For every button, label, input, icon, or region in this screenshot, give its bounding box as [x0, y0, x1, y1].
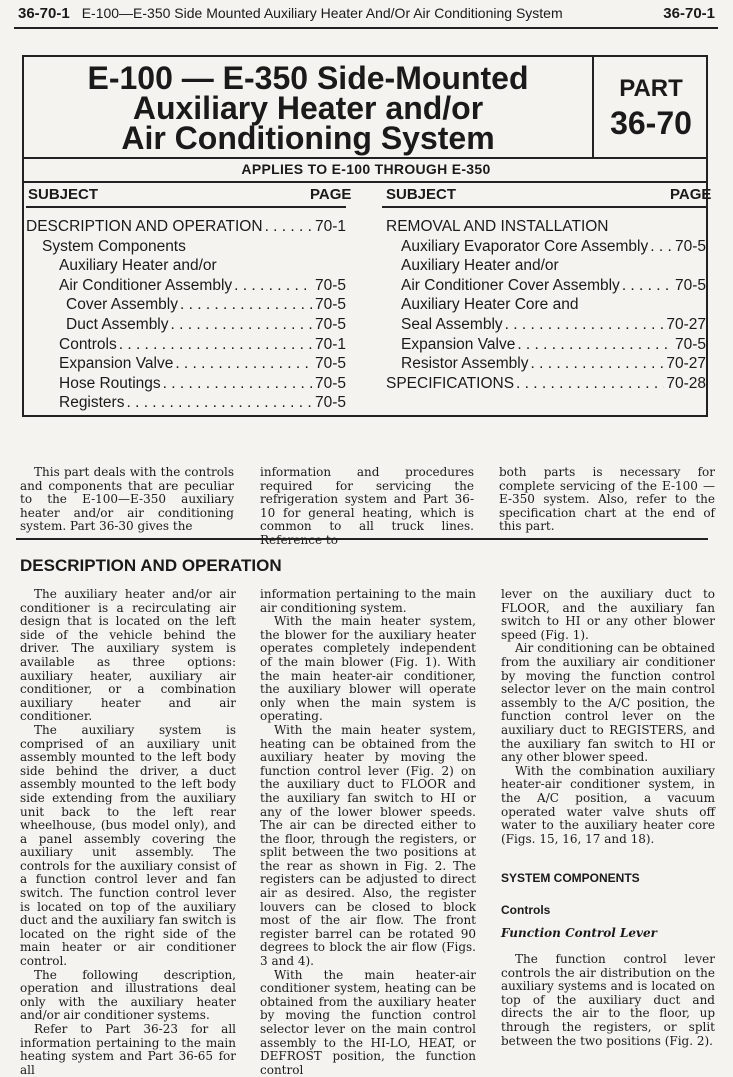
toc-entry-page: 70-28: [666, 374, 706, 392]
body-paragraph: The auxiliary system is comprised of an auxiliary unit assembly mounted to the left body side behind the driver, a duct assembly mounted to the left body side extending from the auxiliary unit back to the left rear wheelhouse, (bus model only), and a panel assembly covering the auxiliary unit assembly. The controls for the auxiliary consist of a function control lever and fan switch. The function control lever is located on top of the auxiliary duct and the auxiliary fan switch is located on the right side of the main heater or air conditioner control.: [20, 722, 236, 969]
body-paragraph: With the main heater system, the blower for the auxiliary heater operates completely independent of the main blower (Fig. 1). With the main heater-air conditioner, the auxiliary blower will operate only when the main system is operating.: [260, 614, 476, 724]
toc-leader: [234, 276, 313, 296]
toc-entry-label: Air Conditioner Cover Assembly: [401, 276, 620, 294]
toc-entry-page: 70-5: [674, 335, 706, 353]
toc-rule-left: [26, 206, 346, 208]
toc-entry-label: Auxiliary Heater and/or: [59, 257, 217, 275]
toc-entry-label: REMOVAL AND INSTALLATION: [386, 218, 609, 235]
toc-entry: [386, 315, 706, 335]
body-paragraph: The following description, operation and illustrations deal only with the auxiliary heater and/or air conditioner systems.: [20, 967, 236, 1023]
toc-leader: [180, 295, 313, 315]
subject-label-right: SUBJECT: [386, 186, 457, 203]
toc-entry: [26, 217, 346, 237]
toc-leader: [517, 335, 673, 355]
toc-right: [386, 217, 706, 393]
intro-col-3: [499, 466, 715, 534]
page-label-right: PAGE: [670, 186, 712, 203]
title-line-2: Auxiliary Heater and/or: [132, 90, 484, 126]
intro-col-1: [20, 466, 234, 534]
body-paragraph: The function control lever controls the air distribution on the auxiliary systems and is located on top of the auxiliary duct and directs the air to the floor, up through the registers, or split between the two positions (Fig. 2).: [501, 952, 715, 1048]
toc-entry: [26, 354, 346, 374]
section-heading: DESCRIPTION AND OPERATION: [20, 556, 282, 575]
body-col-1: [20, 588, 236, 1077]
toc-entry-page: 70-1: [314, 218, 346, 235]
toc-leader: [516, 374, 664, 394]
toc-entry: [26, 335, 346, 355]
toc-rule-right: [382, 206, 706, 208]
toc-leader: [530, 354, 664, 374]
title-line-3: Air Conditioning System: [121, 120, 495, 156]
toc-leader: [163, 374, 313, 394]
toc-leader: [265, 217, 313, 237]
toc-entry-label: Auxiliary Heater and/or: [401, 257, 559, 275]
toc-entry: [386, 374, 706, 394]
toc-entry: [386, 237, 706, 257]
toc-entry-label: Auxiliary Evaporator Core Assembly: [401, 237, 649, 255]
toc-entry-label: SPECIFICATIONS: [386, 374, 515, 392]
toc-entry-label: Cover Assembly: [66, 296, 178, 314]
title-divider: [24, 157, 708, 159]
intro-col-2: [260, 466, 474, 548]
toc-leader: [171, 315, 313, 335]
toc-entry-label: Auxiliary Heater Core and: [401, 296, 579, 314]
toc-entry-label: Duct Assembly: [66, 315, 169, 333]
toc-entry: [26, 256, 346, 276]
toc-entry: [26, 237, 346, 257]
intro-text-2: information and procedures required for servicing the refrigeration system and Part 36-10 for general heating, which is common to all truck lines.: [260, 465, 474, 534]
toc-entry-label: Expansion Valve: [401, 335, 516, 353]
subject-label-left: SUBJECT: [28, 186, 99, 203]
toc-entry-label: Hose Routings: [59, 374, 161, 392]
toc-entry-page: 70-5: [314, 315, 346, 333]
toc-entry: [386, 354, 706, 374]
toc-leader: [119, 335, 313, 355]
toc-entry-page: 70-5: [314, 394, 346, 412]
page-number-right: 36-70-1: [663, 4, 715, 22]
toc-entry-label: Registers: [59, 394, 125, 412]
page-label-left: PAGE: [310, 186, 352, 203]
title-line-1: E-100 — E-350 Side-Mounted: [87, 60, 529, 96]
toc-entry: [386, 335, 706, 355]
body-paragraph: The auxiliary heater and/or air conditioner is a recirculating air design that is located on the left side of the vehicle behind the driver. The auxiliary system is available as three options: auxiliary heater, auxiliary air conditioner, or a combination auxiliary heater and air conditioner.: [20, 587, 236, 724]
body-paragraph: lever on the auxiliary duct to FLOOR, and the auxiliary fan switch to HI or any other blower speed (Fig. 1).: [501, 587, 715, 642]
toc-leader: [650, 237, 673, 257]
section-rule: [16, 538, 708, 540]
running-title: E-100—E-350 Side Mounted Auxiliary Heater And/Or Air Conditioning System: [81, 5, 563, 21]
body-paragraph: With the main heater system, heating can be obtained from the auxiliary heater by moving the function control lever (Fig. 2) on the auxiliary duct to FLOOR and the auxiliary fan switch to HI or any of the lower blower speeds. The air can be directed either to the floor, through the registers, or split between the two positions at the rear as shown in Fig. 2. The registers can be adjusted to direct air as desired. Also, the register louvers can be closed to block most of the air flow. The front register barrel can be rotated 90 degrees to block the air flow (Figs. 3 and 4).: [260, 722, 476, 969]
toc-entry-page: 70-5: [314, 355, 346, 373]
toc-entry: [386, 276, 706, 296]
applies-divider: [24, 181, 708, 183]
toc-entry: [26, 393, 346, 413]
toc-entry: [386, 217, 706, 237]
header-rule: [14, 27, 718, 29]
toc-entry-label: Expansion Valve: [59, 355, 174, 373]
toc-entry-label: Resistor Assembly: [401, 355, 529, 373]
toc-entry: [26, 276, 346, 296]
toc-entry-page: 70-27: [666, 315, 706, 333]
toc-leader: [126, 393, 313, 413]
toc-entry-page: 70-5: [674, 237, 706, 255]
body-paragraph: Air conditioning can be obtained from the auxiliary air conditioner by moving the function control selector lever on the main control assembly to the A/C position, the function control lever on the auxiliary duct to REGISTERS, and the auxiliary fan switch to HI or any other blower speed.: [501, 641, 715, 765]
body-paragraph: With the combination auxiliary heater-air conditioner system, in the A/C position, a vacuum operated water valve shuts off water to the auxiliary heater core (Figs. 15, 16, 17 and 18).: [501, 763, 715, 846]
body-col-3: [501, 588, 715, 1048]
toc-entry: [386, 295, 706, 315]
system-components-heading: SYSTEM COMPONENTS: [501, 871, 640, 886]
intro-text-1: This part deals with the controls and components that are peculiar to the E-100—E-350 auxiliary heater and/or air conditioning system. Part 36-30 gives the: [20, 465, 234, 534]
title-box: [22, 55, 712, 417]
toc-entry: [26, 374, 346, 394]
toc-entry-page: 70-5: [314, 296, 346, 314]
toc-entry-page: 70-1: [314, 335, 346, 353]
body-paragraph: information pertaining to the main air conditioning system.: [260, 587, 476, 615]
toc-entry: [26, 315, 346, 335]
applies-line: APPLIES TO E-100 THROUGH E-350: [241, 161, 491, 177]
running-header: [18, 2, 715, 24]
toc-entry-label: DESCRIPTION AND OPERATION: [26, 218, 263, 235]
controls-heading: Controls: [501, 902, 551, 917]
body-paragraph: With the main heater-air conditioner system, heating can be obtained from the auxiliary heater by moving the function control selector lever on the main control assembly to the HI-LO, HEAT, or DEFROST position, the function control: [260, 967, 476, 1077]
function-lever-heading: Function Control Lever: [501, 926, 657, 941]
body-paragraph: Refer to Part 36-23 for all information pertaining to the main heating system and Part 36-65 for all: [20, 1022, 236, 1077]
toc-entry-page: 70-5: [314, 374, 346, 392]
toc-leader: [505, 315, 665, 335]
part-number: 36-70: [610, 105, 692, 141]
intro-text-3: both parts is necessary for complete servicing of the E-100 — E-350 system. Also, refer to the specification chart at the end of this part.: [499, 465, 715, 534]
toc-entry: [26, 295, 346, 315]
part-box: [594, 57, 708, 157]
body-col-2: [260, 588, 476, 1077]
toc-entry: [386, 256, 706, 276]
toc-entry-label: Air Conditioner Assembly: [59, 276, 233, 294]
page-number-left: 36-70-1: [18, 4, 70, 22]
toc-leader: [175, 354, 313, 374]
part-label: PART: [619, 75, 683, 102]
toc-entry-label: Seal Assembly: [401, 315, 503, 333]
toc-entry-label: Controls: [59, 335, 117, 353]
toc-entry-page: 70-5: [314, 276, 346, 294]
toc-entry-label: System Components: [42, 237, 186, 255]
toc-entry-page: 70-27: [666, 355, 706, 373]
toc-leader: [622, 276, 673, 296]
document-title: [24, 57, 594, 157]
toc-entry-page: 70-5: [674, 276, 706, 294]
toc-left: [26, 217, 346, 413]
